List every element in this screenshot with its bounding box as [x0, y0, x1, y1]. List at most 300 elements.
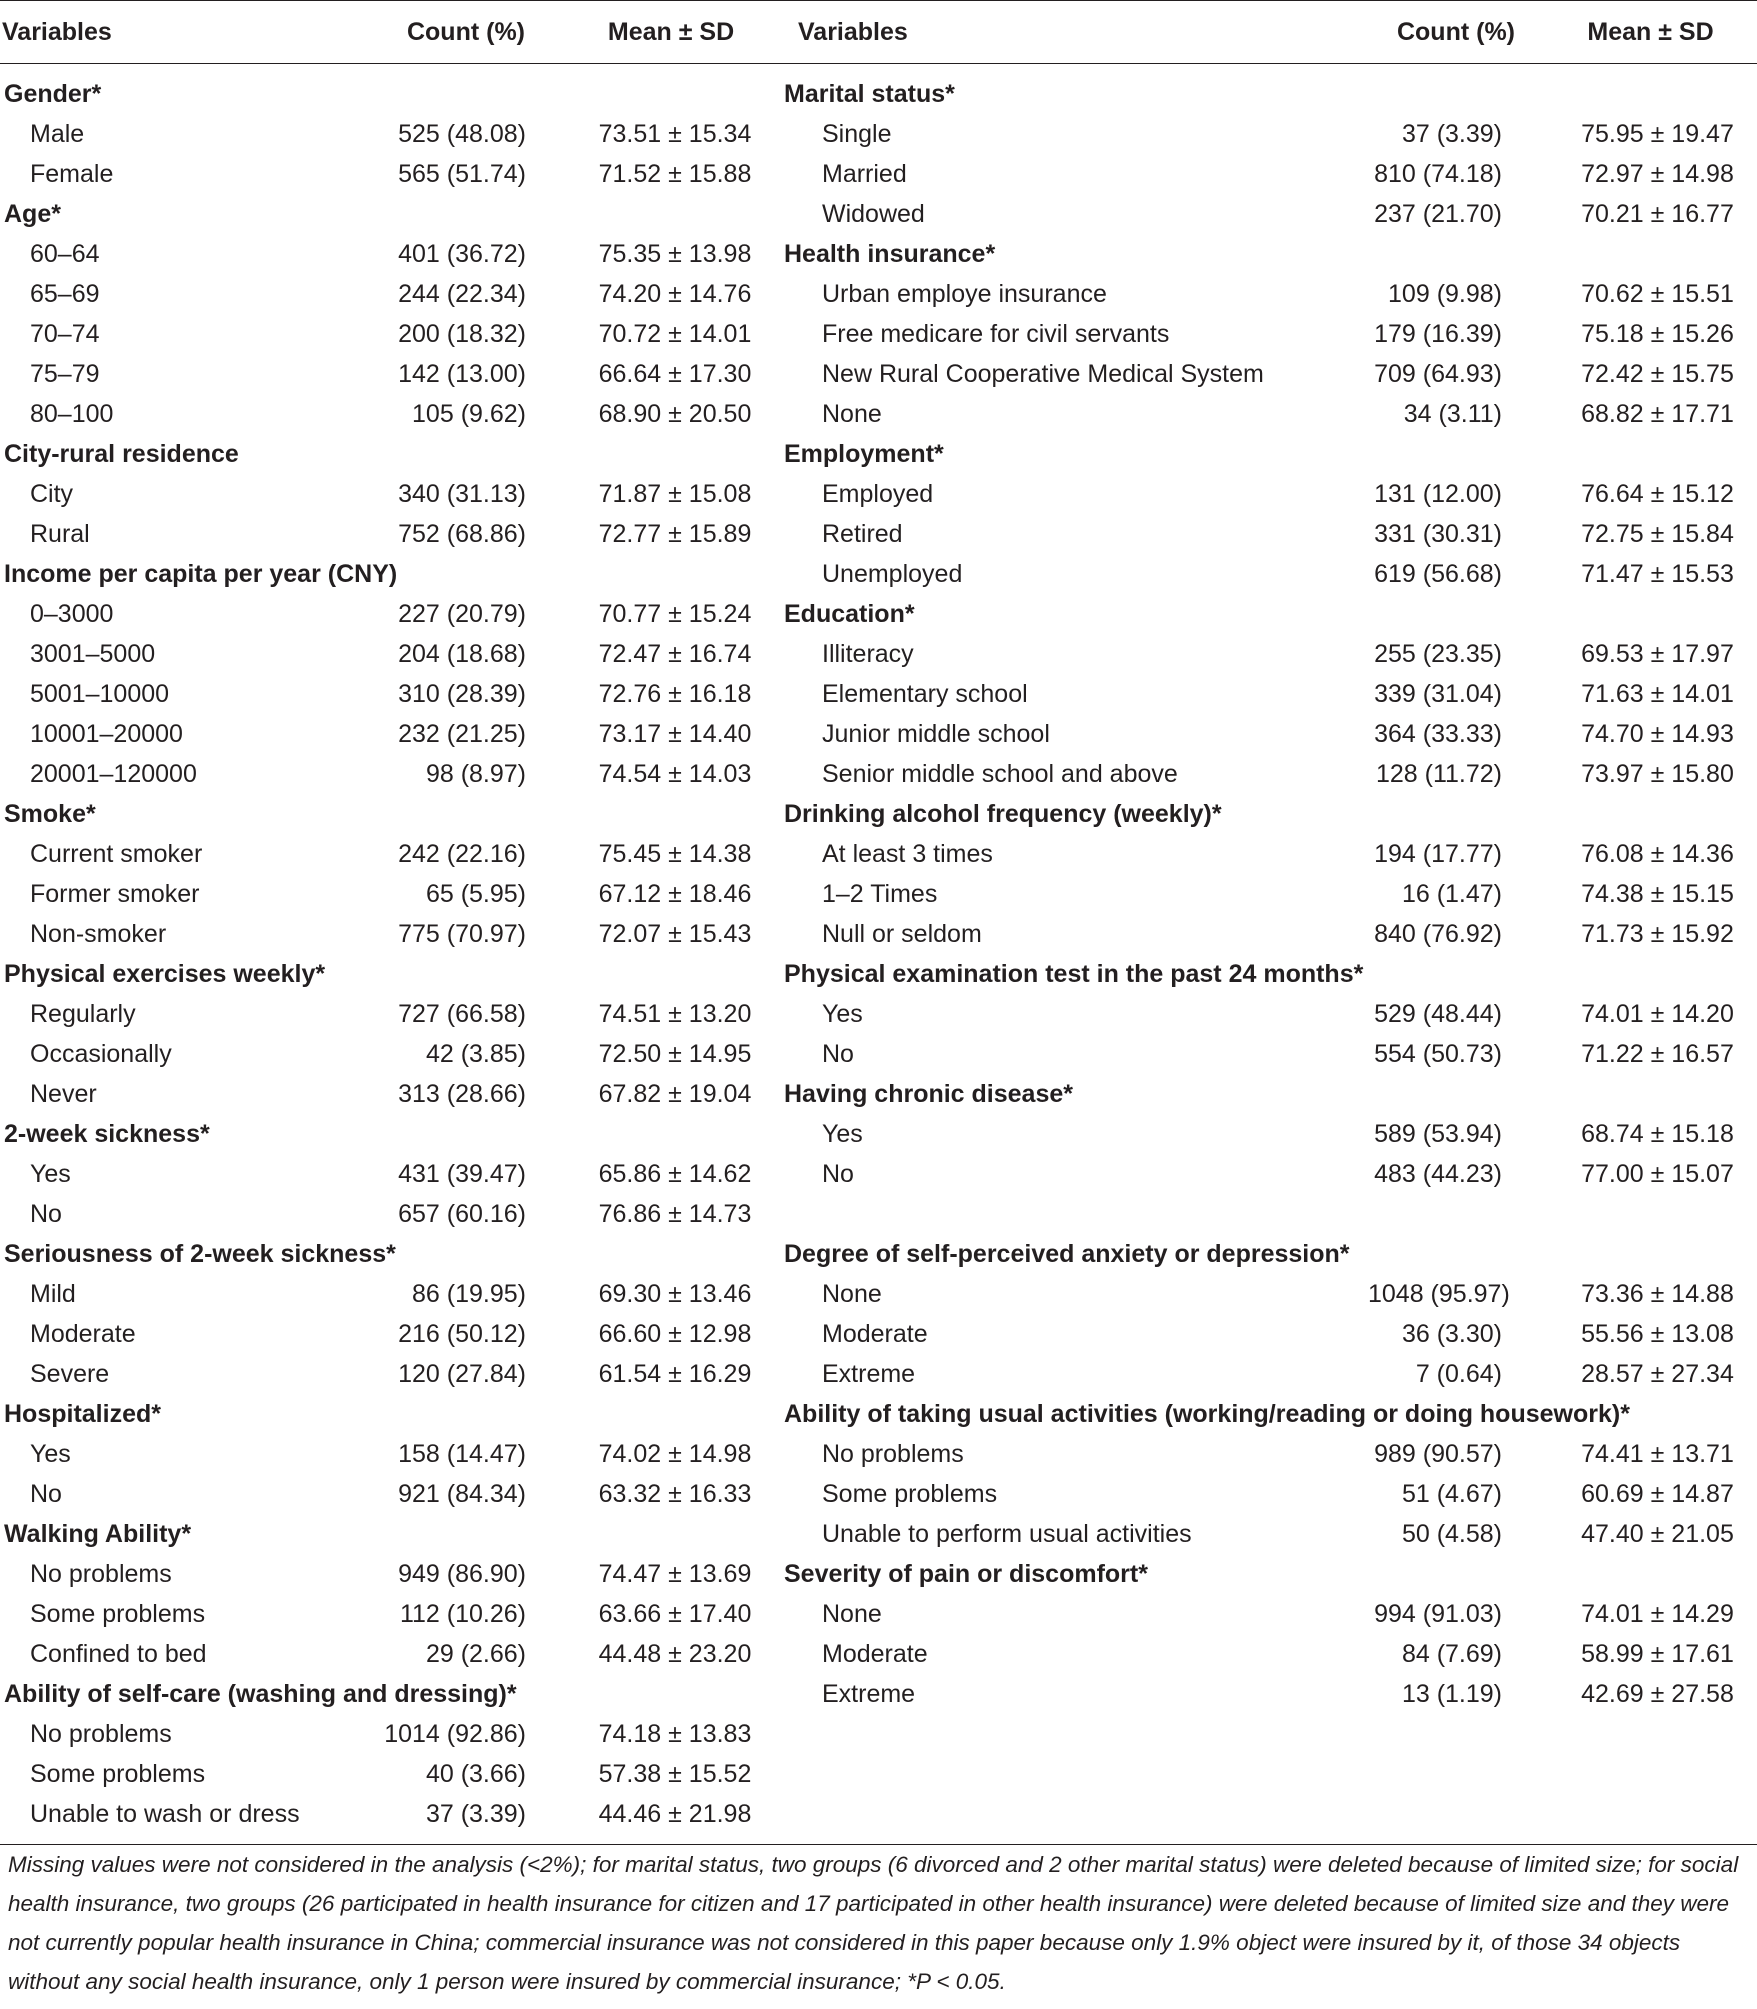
table-row — [0, 1314, 1757, 1354]
mean-sd-value-right: 74.70 ± 14.93 — [1581, 719, 1734, 748]
table-row — [0, 194, 1757, 234]
variable-label-left: 70–74 — [30, 319, 100, 348]
mean-sd-value-right — [1544, 234, 1757, 274]
mean-sd-value-left: 74.51 ± 13.20 — [598, 999, 752, 1028]
mean-sd-value-right: 73.97 ± 15.80 — [1581, 759, 1734, 788]
mean-sd-value-left: 61.54 ± 16.29 — [598, 1359, 752, 1388]
count-value-left: 525 (48.08) — [398, 119, 526, 148]
mean-sd-value-left: 73.17 ± 14.40 — [598, 719, 752, 748]
mean-sd-value-left — [562, 1674, 780, 1714]
variable-label-left: 60–64 — [30, 239, 100, 268]
count-value-right: 7 (0.64) — [1415, 1359, 1502, 1388]
header-mean: Mean ± SD — [562, 1, 780, 64]
count-value-right: 36 (3.30) — [1401, 1319, 1502, 1348]
table-header — [0, 1, 1757, 64]
count-value-left: 86 (19.95) — [412, 1279, 526, 1308]
variable-label-right: Elementary school — [822, 679, 1028, 708]
table-row — [0, 234, 1757, 274]
count-value-left: 242 (22.16) — [398, 839, 526, 868]
count-value-right: 619 (56.68) — [1374, 559, 1502, 588]
table-row — [0, 1554, 1757, 1594]
count-value-left: 112 (10.26) — [399, 1599, 526, 1628]
category-label-right: Severity of pain or discomfort* — [784, 1559, 1148, 1588]
count-value-right: 131 (12.00) — [1374, 479, 1502, 508]
mean-sd-value-left — [562, 64, 780, 115]
count-value-right: 84 (7.69) — [1401, 1639, 1502, 1668]
table-row — [0, 954, 1757, 994]
count-value-left — [370, 1514, 562, 1554]
mean-sd-value-left: 74.18 ± 13.83 — [598, 1719, 752, 1748]
mean-sd-value-left: 44.46 ± 21.98 — [562, 1794, 780, 1845]
mean-sd-value-left: 63.32 ± 16.33 — [598, 1479, 752, 1508]
count-value-left: 232 (21.25) — [398, 719, 526, 748]
table-row — [0, 1674, 1757, 1714]
mean-sd-value-right — [1544, 1714, 1757, 1754]
variable-label-left: Severe — [30, 1359, 110, 1388]
variable-label-left: Former smoker — [30, 879, 200, 908]
mean-sd-value-right: 69.53 ± 17.97 — [1581, 639, 1734, 668]
count-value-left: 244 (22.34) — [398, 279, 526, 308]
mean-sd-value-left — [562, 194, 780, 234]
count-value-left: 65 (5.95) — [425, 879, 526, 908]
variable-label-left: 80–100 — [30, 399, 114, 428]
count-value-right: 331 (30.31) — [1374, 519, 1502, 548]
mean-sd-value-right — [1544, 1074, 1757, 1114]
count-value-left — [370, 1234, 562, 1274]
variable-label-right: Yes — [822, 1119, 863, 1148]
category-label-right: Physical examination test in the past 24 months* — [784, 959, 1364, 988]
count-value-right: 810 (74.18) — [1374, 159, 1502, 188]
table-row — [0, 994, 1757, 1034]
table-row — [0, 1354, 1757, 1394]
count-value-right: 16 (1.47) — [1401, 879, 1502, 908]
variable-label-left: Female — [30, 159, 114, 188]
table-row — [0, 314, 1757, 354]
mean-sd-value-left — [562, 434, 780, 474]
table-row — [0, 1034, 1757, 1074]
variable-label-left: 0–3000 — [30, 599, 114, 628]
table-row — [0, 714, 1757, 754]
count-value-left — [370, 954, 562, 994]
variable-label-left: 10001–20000 — [30, 719, 183, 748]
variable-label-left: Some problems — [30, 1759, 206, 1788]
table-row — [0, 554, 1757, 594]
category-label-right: Degree of self-perceived anxiety or depression* — [784, 1239, 1350, 1268]
mean-sd-value-left: 67.12 ± 18.46 — [598, 879, 752, 908]
count-value-right: 529 (48.44) — [1374, 999, 1502, 1028]
mean-sd-value-left: 67.82 ± 19.04 — [598, 1079, 752, 1108]
table-row — [0, 1154, 1757, 1194]
mean-sd-value-left — [562, 1514, 780, 1554]
count-value-right: 483 (44.23) — [1374, 1159, 1502, 1188]
variable-label-left: No problems — [30, 1559, 172, 1588]
variable-label-left: 75–79 — [30, 359, 100, 388]
variable-label-left: City — [30, 479, 74, 508]
count-value-right: 840 (76.92) — [1374, 919, 1502, 948]
variable-label-left: Confined to bed — [30, 1639, 207, 1668]
count-value-left: 158 (14.47) — [398, 1439, 526, 1468]
category-label-left: Walking Ability* — [4, 1519, 192, 1548]
table-row — [0, 1194, 1757, 1234]
variable-label-right: Unable to perform usual activities — [822, 1519, 1192, 1548]
variable-label-left: 5001–10000 — [30, 679, 170, 708]
count-value-left: 310 (28.39) — [398, 679, 526, 708]
category-label-left: Physical exercises weekly* — [4, 959, 326, 988]
variable-label-right: None — [822, 399, 882, 428]
mean-sd-value-right: 74.38 ± 15.15 — [1581, 879, 1734, 908]
variable-label-right — [780, 1754, 1368, 1794]
category-label-left: 2-week sickness* — [4, 1119, 210, 1148]
count-value-right — [1368, 794, 1544, 834]
table-row — [0, 754, 1757, 794]
table-row — [0, 1234, 1757, 1274]
mean-sd-value-right: 75.95 ± 19.47 — [1581, 119, 1734, 148]
category-label-right: Employment* — [784, 439, 944, 468]
mean-sd-value-right: 75.18 ± 15.26 — [1581, 319, 1734, 348]
variable-label-left: 3001–5000 — [30, 639, 156, 668]
count-value-left: 105 (9.62) — [412, 399, 526, 428]
table-row — [0, 794, 1757, 834]
count-value-left — [370, 1114, 562, 1154]
table-row — [0, 64, 1757, 115]
count-value-right — [1368, 954, 1544, 994]
mean-sd-value-left: 72.07 ± 15.43 — [598, 919, 752, 948]
mean-sd-value-right — [1544, 594, 1757, 634]
category-label-left: Income per capita per year (CNY) — [4, 559, 398, 588]
category-label-left: City-rural residence — [4, 439, 239, 468]
count-value-left: 565 (51.74) — [398, 159, 526, 188]
mean-sd-value-right: 42.69 ± 27.58 — [1581, 1679, 1734, 1708]
table-footnote: Missing values were not considered in the analysis (<2%); for marital status, two groups (6 divorced and 2 other marital status) were deleted because of limited size; for social health insurance, two groups (26 participated in health insurance for citizen and 17 participated in other health insurance) were deleted because of limited size and they were not currently popular health insurance in China; commercial insurance was not considered in this paper because only 1.9% object were insured by it, of those 34 objects without any social health insurance, only 1 person were insured by commercial insurance; *P < 0.05. — [8, 1852, 1739, 1994]
mean-sd-value-left — [562, 1394, 780, 1434]
mean-sd-value-right: 74.41 ± 13.71 — [1581, 1439, 1734, 1468]
variable-label-left: 65–69 — [30, 279, 100, 308]
mean-sd-value-left: 65.86 ± 14.62 — [598, 1159, 752, 1188]
count-value-left: 200 (18.32) — [398, 319, 526, 348]
count-value-left — [370, 434, 562, 474]
count-value-left: 775 (70.97) — [398, 919, 526, 948]
mean-sd-value-left: 75.35 ± 13.98 — [598, 239, 752, 268]
category-label-right: Health insurance* — [784, 239, 996, 268]
mean-sd-value-left: 66.64 ± 17.30 — [598, 359, 752, 388]
variable-label-right: Unemployed — [822, 559, 963, 588]
table-row — [0, 154, 1757, 194]
count-value-right — [1368, 234, 1544, 274]
mean-sd-value-right: 72.42 ± 15.75 — [1581, 359, 1734, 388]
count-value-right: 50 (4.58) — [1401, 1519, 1502, 1548]
mean-sd-value-right — [1544, 434, 1757, 474]
mean-sd-value-right — [1544, 1554, 1757, 1594]
table-row — [0, 1714, 1757, 1754]
table-row — [0, 394, 1757, 434]
table-row — [0, 1634, 1757, 1674]
mean-sd-value-right: 60.69 ± 14.87 — [1581, 1479, 1734, 1508]
variable-label-right: New Rural Cooperative Medical System — [822, 359, 1264, 388]
count-value-right: 709 (64.93) — [1374, 359, 1502, 388]
category-label-right: Having chronic disease* — [784, 1079, 1074, 1108]
table-body — [0, 64, 1757, 1845]
mean-sd-value-right — [1544, 794, 1757, 834]
mean-sd-value-left: 74.54 ± 14.03 — [598, 759, 752, 788]
count-value-right — [1368, 434, 1544, 474]
mean-sd-value-left: 63.66 ± 17.40 — [598, 1599, 752, 1628]
category-label-right: Marital status* — [784, 79, 955, 108]
count-value-right: 589 (53.94) — [1374, 1119, 1502, 1148]
variable-label-left: No — [30, 1479, 62, 1508]
count-value-left: 921 (84.34) — [398, 1479, 526, 1508]
category-label-right: Education* — [784, 599, 915, 628]
mean-sd-value-right: 68.82 ± 17.71 — [1581, 399, 1734, 428]
mean-sd-value-right — [1544, 1234, 1757, 1274]
table-row — [0, 434, 1757, 474]
category-label-right: Drinking alcohol frequency (weekly)* — [784, 799, 1222, 828]
variable-label-left: Current smoker — [30, 839, 203, 868]
mean-sd-value-left: 68.90 ± 20.50 — [598, 399, 752, 428]
count-value-left: 216 (50.12) — [398, 1319, 526, 1348]
header-variables-right: Variables — [780, 1, 1368, 64]
mean-sd-value-right: 71.22 ± 16.57 — [1581, 1039, 1734, 1068]
variable-label-right: Moderate — [822, 1319, 928, 1348]
mean-sd-value-left: 74.47 ± 13.69 — [598, 1559, 752, 1588]
count-value-right: 237 (21.70) — [1374, 199, 1502, 228]
mean-sd-value-right: 74.01 ± 14.29 — [1581, 1599, 1734, 1628]
variable-label-left: Male — [30, 119, 85, 148]
mean-sd-value-right: 73.36 ± 14.88 — [1581, 1279, 1734, 1308]
count-value-right: 109 (9.98) — [1388, 279, 1502, 308]
mean-sd-value-left — [562, 1114, 780, 1154]
variable-label-left: Rural — [30, 519, 90, 548]
table-row — [0, 1114, 1757, 1154]
category-label-left: Hospitalized* — [4, 1399, 161, 1428]
table-row — [0, 1274, 1757, 1314]
variable-label-left: No — [30, 1199, 62, 1228]
mean-sd-value-right: 77.00 ± 15.07 — [1581, 1159, 1734, 1188]
mean-sd-value-right: 72.97 ± 14.98 — [1581, 159, 1734, 188]
count-value-left — [370, 554, 562, 594]
mean-sd-value-right — [1544, 954, 1757, 994]
count-value-right: 1048 (95.97) — [1368, 1279, 1510, 1308]
count-value-left: 227 (20.79) — [398, 599, 526, 628]
mean-sd-value-right: 76.08 ± 14.36 — [1581, 839, 1734, 868]
variable-label-right: Null or seldom — [822, 919, 982, 948]
table-row — [0, 594, 1757, 634]
header-count-right: Count (%) — [1368, 1, 1544, 64]
variable-label-left: Yes — [30, 1439, 71, 1468]
mean-sd-value-left: 71.52 ± 15.88 — [598, 159, 752, 188]
count-value-right — [1368, 1794, 1544, 1845]
variable-label-left: No problems — [30, 1719, 172, 1748]
mean-sd-value-right: 47.40 ± 21.05 — [1581, 1519, 1734, 1548]
mean-sd-value-left: 72.47 ± 16.74 — [598, 639, 752, 668]
variable-label-right: Yes — [822, 999, 863, 1028]
count-value-right — [1368, 1194, 1544, 1234]
variable-label-right: Some problems — [822, 1479, 998, 1508]
category-label-left: Seriousness of 2-week sickness* — [4, 1239, 396, 1268]
count-value-right: 989 (90.57) — [1374, 1439, 1502, 1468]
mean-sd-value-right: 72.75 ± 15.84 — [1581, 519, 1734, 548]
variable-label-right: 1–2 Times — [822, 879, 938, 908]
mean-sd-value-right: 71.63 ± 14.01 — [1581, 679, 1734, 708]
table-row — [0, 1474, 1757, 1514]
table-row — [0, 1754, 1757, 1794]
category-label-left: Gender* — [4, 79, 102, 108]
count-value-right: 37 (3.39) — [1401, 119, 1502, 148]
variable-label-right: Widowed — [822, 199, 925, 228]
table-row — [0, 834, 1757, 874]
variable-label-right: Married — [822, 159, 907, 188]
count-value-right — [1368, 1754, 1544, 1794]
mean-sd-value-left: 72.76 ± 16.18 — [598, 679, 752, 708]
count-value-left: 37 (3.39) — [370, 1794, 562, 1845]
count-value-left: 98 (8.97) — [425, 759, 526, 788]
mean-sd-value-left: 74.20 ± 14.76 — [598, 279, 752, 308]
count-value-right: 194 (17.77) — [1374, 839, 1502, 868]
count-value-left: 142 (13.00) — [398, 359, 526, 388]
mean-sd-value-left: 76.86 ± 14.73 — [598, 1199, 752, 1228]
header-variables: Variables — [0, 1, 370, 64]
mean-sd-value-right — [1544, 1794, 1757, 1845]
count-value-left: 313 (28.66) — [398, 1079, 526, 1108]
variable-label-right — [780, 1794, 1368, 1845]
mean-sd-value-left: 70.72 ± 14.01 — [598, 319, 752, 348]
table-row — [0, 1514, 1757, 1554]
count-value-right — [1368, 1714, 1544, 1754]
variable-label-right: No — [822, 1039, 854, 1068]
variable-label-left: Some problems — [30, 1599, 206, 1628]
table-row — [0, 914, 1757, 954]
variable-label-right: Extreme — [822, 1359, 916, 1388]
table-row — [0, 1074, 1757, 1114]
count-value-right: 339 (31.04) — [1374, 679, 1502, 708]
table-row — [0, 874, 1757, 914]
variable-label-left: Mild — [30, 1279, 76, 1308]
header-count: Count (%) — [370, 1, 562, 64]
mean-sd-value-right: 76.64 ± 15.12 — [1581, 479, 1734, 508]
table-row — [0, 1794, 1757, 1845]
variable-label-left: Unable to wash or dress — [0, 1794, 370, 1845]
mean-sd-value-right: 70.62 ± 15.51 — [1581, 279, 1734, 308]
variable-label-right: Extreme — [822, 1679, 916, 1708]
variable-label-left: Regularly — [30, 999, 136, 1028]
count-value-right — [1368, 1074, 1544, 1114]
count-value-right — [1368, 64, 1544, 115]
table-row — [0, 1434, 1757, 1474]
mean-sd-value-right — [1544, 1194, 1757, 1234]
count-value-left: 1014 (92.86) — [384, 1719, 526, 1748]
variable-label-right — [780, 1194, 1368, 1234]
table-row — [0, 514, 1757, 554]
variable-label-right: None — [822, 1279, 882, 1308]
count-value-left: 752 (68.86) — [398, 519, 526, 548]
count-value-left: 42 (3.85) — [425, 1039, 526, 1068]
variable-label-right: None — [822, 1599, 882, 1628]
mean-sd-value-right: 28.57 ± 27.34 — [1581, 1359, 1734, 1388]
count-value-left: 40 (3.66) — [425, 1759, 526, 1788]
table-row — [0, 1394, 1757, 1434]
table-row — [0, 634, 1757, 674]
count-value-right: 51 (4.67) — [1401, 1479, 1502, 1508]
count-value-left: 340 (31.13) — [398, 479, 526, 508]
mean-sd-value-left — [562, 554, 780, 594]
count-value-left: 204 (18.68) — [398, 639, 526, 668]
count-value-left: 949 (86.90) — [398, 1559, 526, 1588]
count-value-left: 431 (39.47) — [398, 1159, 526, 1188]
mean-sd-value-left: 73.51 ± 15.34 — [598, 119, 752, 148]
header-row — [0, 1, 1757, 64]
count-value-left: 727 (66.58) — [398, 999, 526, 1028]
category-label-left: Smoke* — [4, 799, 96, 828]
category-label-left: Age* — [4, 199, 61, 228]
count-value-right: 34 (3.11) — [1403, 399, 1502, 428]
mean-sd-value-left: 44.48 ± 23.20 — [598, 1639, 752, 1668]
count-value-left: 29 (2.66) — [425, 1639, 526, 1668]
count-value-left: 120 (27.84) — [398, 1359, 526, 1388]
variable-label-right: Single — [822, 119, 892, 148]
mean-sd-value-right: 71.73 ± 15.92 — [1581, 919, 1734, 948]
count-value-right: 13 (1.19) — [1401, 1679, 1502, 1708]
variable-label-left: Never — [30, 1079, 97, 1108]
count-value-right: 554 (50.73) — [1374, 1039, 1502, 1068]
variable-label-right: At least 3 times — [822, 839, 993, 868]
table-row — [0, 354, 1757, 394]
mean-sd-value-right: 68.74 ± 15.18 — [1581, 1119, 1734, 1148]
mean-sd-value-left — [562, 1234, 780, 1274]
count-value-left — [370, 1394, 562, 1434]
table-row — [0, 474, 1757, 514]
mean-sd-value-left: 71.87 ± 15.08 — [598, 479, 752, 508]
mean-sd-value-left: 72.77 ± 15.89 — [598, 519, 752, 548]
variable-label-left: Moderate — [30, 1319, 136, 1348]
mean-sd-value-left: 57.38 ± 15.52 — [598, 1759, 752, 1788]
count-value-right: 364 (33.33) — [1374, 719, 1502, 748]
count-value-left — [370, 64, 562, 115]
mean-sd-value-right: 74.01 ± 14.20 — [1581, 999, 1734, 1028]
count-value-right: 179 (16.39) — [1374, 319, 1502, 348]
mean-sd-value-left — [562, 954, 780, 994]
mean-sd-value-left: 66.60 ± 12.98 — [598, 1319, 752, 1348]
mean-sd-value-right: 55.56 ± 13.08 — [1581, 1319, 1734, 1348]
table-row — [0, 114, 1757, 154]
count-value-left — [370, 794, 562, 834]
count-value-right: 994 (91.03) — [1374, 1599, 1502, 1628]
mean-sd-value-right — [1544, 1754, 1757, 1794]
mean-sd-value-left: 75.45 ± 14.38 — [598, 839, 752, 868]
table-row — [0, 674, 1757, 714]
count-value-right — [1368, 1554, 1544, 1594]
mean-sd-value-right: 71.47 ± 15.53 — [1581, 559, 1734, 588]
variable-label-right: Moderate — [822, 1639, 928, 1668]
variable-label-left: Occasionally — [30, 1039, 172, 1068]
variable-label-right — [780, 1714, 1368, 1754]
table-row — [0, 1594, 1757, 1634]
table-row — [0, 274, 1757, 314]
count-value-right: 128 (11.72) — [1375, 759, 1502, 788]
variable-label-right: No — [822, 1159, 854, 1188]
variable-label-right: Free medicare for civil servants — [822, 319, 1170, 348]
mean-sd-value-right — [1544, 64, 1757, 115]
mean-sd-value-left: 72.50 ± 14.95 — [598, 1039, 752, 1068]
count-value-left — [370, 194, 562, 234]
variable-label-right: Employed — [822, 479, 934, 508]
mean-sd-value-left: 74.02 ± 14.98 — [598, 1439, 752, 1468]
category-label-left: Ability of self-care (washing and dressing)* — [4, 1679, 517, 1708]
count-value-right — [1368, 1234, 1544, 1274]
variable-label-left: 20001–120000 — [30, 759, 197, 788]
variable-label-left: Non-smoker — [30, 919, 167, 948]
mean-sd-value-left: 70.77 ± 15.24 — [598, 599, 752, 628]
count-value-left: 401 (36.72) — [398, 239, 526, 268]
variable-label-right: Urban employe insurance — [822, 279, 1107, 308]
